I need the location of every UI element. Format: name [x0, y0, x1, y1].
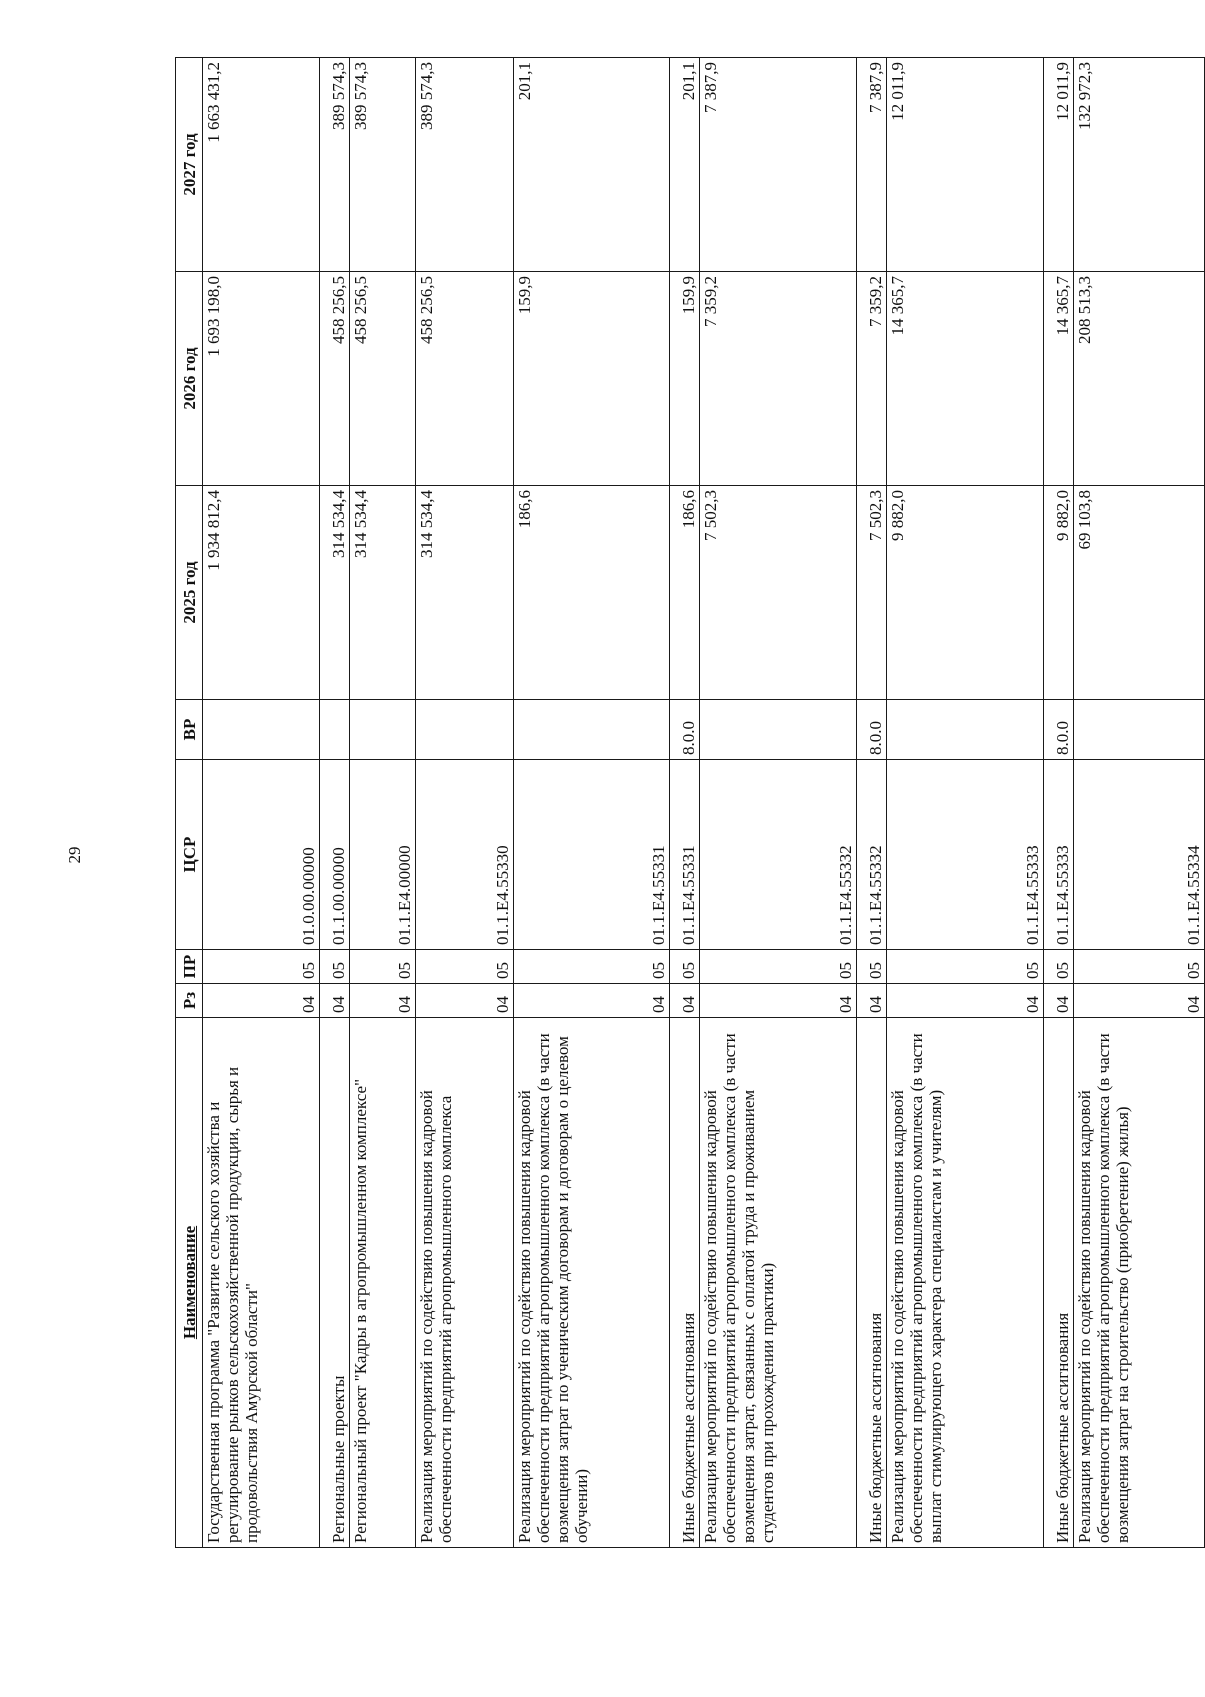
- row-vr: [350, 700, 415, 760]
- row-2025: 186,6: [670, 486, 700, 700]
- row-2026: 159,9: [670, 272, 700, 486]
- row-name: Реализация мероприятий по содействию повышения кадровой обеспеченности предприятий агропромышленного комплекса (в части возмещения затрат по ученическим договорам и договорам о целевом обучении): [513, 1018, 669, 1548]
- budget-table: [175, 57, 1205, 1548]
- table-row: [513, 58, 669, 1548]
- row-2027: 389 574,3: [350, 58, 415, 272]
- row-csr: 01.1.E4.55331: [513, 760, 669, 950]
- row-rz: 04: [887, 984, 1043, 1018]
- header-2026: 2026 год: [176, 272, 203, 486]
- row-vr: [203, 700, 320, 760]
- row-2027: 12 011,9: [887, 58, 1043, 272]
- row-pr: 05: [1074, 950, 1205, 984]
- table-row: [1043, 58, 1073, 1548]
- row-csr: 01.1.E4.55333: [1043, 760, 1073, 950]
- table-row: [1074, 58, 1205, 1548]
- row-vr: [513, 700, 669, 760]
- row-2026: 7 359,2: [856, 272, 886, 486]
- row-csr: 01.1.E4.55333: [887, 760, 1043, 950]
- row-2027: 132 972,3: [1074, 58, 1205, 272]
- row-vr: [700, 700, 856, 760]
- header-pr: ПР: [176, 950, 203, 984]
- page-number: 29: [65, 846, 84, 864]
- row-2025: 314 534,4: [415, 486, 513, 700]
- table-row: [203, 58, 320, 1548]
- table-row: [700, 58, 856, 1548]
- row-2026: 208 513,3: [1074, 272, 1205, 486]
- row-name: Реализация мероприятий по содействию повышения кадровой обеспеченности предприятий агропромышленного комплекса: [415, 1018, 513, 1548]
- row-csr: 01.0.00.00000: [203, 760, 320, 950]
- row-2025: 314 534,4: [319, 486, 349, 700]
- row-rz: 04: [1043, 984, 1073, 1018]
- row-csr: 01.1.E4.55334: [1074, 760, 1205, 950]
- row-2025: 9 882,0: [1043, 486, 1073, 700]
- row-rz: 04: [700, 984, 856, 1018]
- row-pr: 05: [700, 950, 856, 984]
- row-name: Государственная программа "Развитие сельского хозяйства и регулирование рынков сельскохозяйственной продукции, сырья и продовольствия Амурской области": [203, 1018, 320, 1548]
- row-vr: [1074, 700, 1205, 760]
- row-name: Реализация мероприятий по содействию повышения кадровой обеспеченности предприятий агропромышленного комплекса (в части выплат стимулирующего характера специалистам и учителям): [887, 1018, 1043, 1548]
- row-pr: 05: [887, 950, 1043, 984]
- header-vr: ВР: [176, 700, 203, 760]
- row-vr: [415, 700, 513, 760]
- row-pr: 05: [350, 950, 415, 984]
- row-2026: 14 365,7: [1043, 272, 1073, 486]
- row-vr: 8.0.0: [1043, 700, 1073, 760]
- header-rz: Рз: [176, 984, 203, 1018]
- table-row: [856, 58, 886, 1548]
- row-2025: 69 103,8: [1074, 486, 1205, 700]
- row-2026: 458 256,5: [350, 272, 415, 486]
- row-2025: 7 502,3: [856, 486, 886, 700]
- row-2026: 159,9: [513, 272, 669, 486]
- row-2025: 7 502,3: [700, 486, 856, 700]
- row-rz: 04: [203, 984, 320, 1018]
- header-2027: 2027 год: [176, 58, 203, 272]
- row-2026: 7 359,2: [700, 272, 856, 486]
- row-2026: 458 256,5: [415, 272, 513, 486]
- row-name: Реализация мероприятий по содействию повышения кадровой обеспеченности предприятий агропромышленного комплекса (в части возмещения затрат, связанных с оплатой труда и проживанием студентов при прохождении практики): [700, 1018, 856, 1548]
- row-csr: 01.1.E4.55330: [415, 760, 513, 950]
- row-2025: 9 882,0: [887, 486, 1043, 700]
- row-name: Региональный проект "Кадры в агропромышленном комплексе": [350, 1018, 415, 1548]
- budget-table-container: [175, 58, 1205, 1548]
- table-row: [350, 58, 415, 1548]
- row-vr: [319, 700, 349, 760]
- row-pr: 05: [203, 950, 320, 984]
- table-row: [670, 58, 700, 1548]
- row-pr: 05: [319, 950, 349, 984]
- row-rz: 04: [319, 984, 349, 1018]
- row-csr: 01.1.E4.55332: [856, 760, 886, 950]
- row-csr: 01.1.E4.55332: [700, 760, 856, 950]
- row-2027: 7 387,9: [856, 58, 886, 272]
- row-2027: 389 574,3: [319, 58, 349, 272]
- row-2027: 201,1: [670, 58, 700, 272]
- row-rz: 04: [1074, 984, 1205, 1018]
- row-2026: 458 256,5: [319, 272, 349, 486]
- row-rz: 04: [350, 984, 415, 1018]
- row-pr: 05: [670, 950, 700, 984]
- table-row: [415, 58, 513, 1548]
- row-2027: 12 011,9: [1043, 58, 1073, 272]
- row-pr: 05: [1043, 950, 1073, 984]
- row-rz: 04: [856, 984, 886, 1018]
- row-2027: 1 663 431,2: [203, 58, 320, 272]
- row-vr: [887, 700, 1043, 760]
- row-name: Иные бюджетные ассигнования: [856, 1018, 886, 1548]
- row-rz: 04: [670, 984, 700, 1018]
- row-2025: 1 934 812,4: [203, 486, 320, 700]
- row-csr: 01.1.00.00000: [319, 760, 349, 950]
- table-header-row: [176, 58, 203, 1548]
- header-csr: ЦСР: [176, 760, 203, 950]
- row-vr: 8.0.0: [670, 700, 700, 760]
- table-row: [887, 58, 1043, 1548]
- row-name: Иные бюджетные ассигнования: [670, 1018, 700, 1548]
- row-pr: 05: [856, 950, 886, 984]
- row-2027: 201,1: [513, 58, 669, 272]
- row-pr: 05: [513, 950, 669, 984]
- row-rz: 04: [513, 984, 669, 1018]
- row-2027: 389 574,3: [415, 58, 513, 272]
- header-name: Наименование: [176, 1018, 203, 1548]
- row-2026: 1 693 198,0: [203, 272, 320, 486]
- row-2025: 314 534,4: [350, 486, 415, 700]
- row-rz: 04: [415, 984, 513, 1018]
- table-row: [319, 58, 349, 1548]
- row-name: Иные бюджетные ассигнования: [1043, 1018, 1073, 1548]
- row-csr: 01.1.E4.55331: [670, 760, 700, 950]
- row-pr: 05: [415, 950, 513, 984]
- row-2027: 7 387,9: [700, 58, 856, 272]
- row-csr: 01.1.E4.00000: [350, 760, 415, 950]
- row-name: Региональные проекты: [319, 1018, 349, 1548]
- row-2026: 14 365,7: [887, 272, 1043, 486]
- row-2025: 186,6: [513, 486, 669, 700]
- header-2025: 2025 год: [176, 486, 203, 700]
- row-vr: 8.0.0: [856, 700, 886, 760]
- row-name: Реализация мероприятий по содействию повышения кадровой обеспеченности предприятий агропромышленного комплекса (в части возмещения затрат на строительство (приобретение) жилья): [1074, 1018, 1205, 1548]
